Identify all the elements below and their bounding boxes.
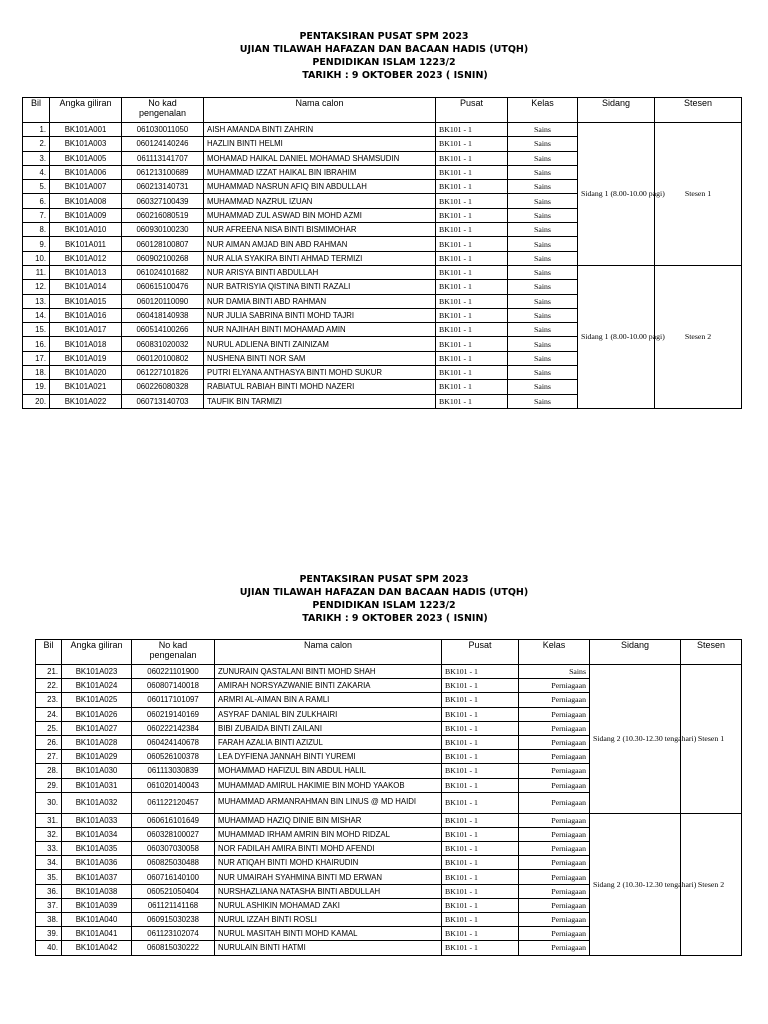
kelas-cell: Sains <box>508 351 578 365</box>
kelas-cell: Perniagaan <box>519 856 590 870</box>
table-header-row <box>36 640 742 665</box>
angka-giliran-cell: BK101A007 <box>50 180 122 194</box>
pusat-cell: BK101 - 1 <box>436 265 508 279</box>
nama-calon-cell: NUSHENA BINTI NOR SAM <box>204 351 436 365</box>
no-kad-cell: 060128100807 <box>122 237 204 251</box>
nama-calon-cell: NUR DAMIA BINTI ABD RAHMAN <box>204 294 436 308</box>
nama-calon-cell: FARAH AZALIA BINTI AZIZUL <box>215 735 442 749</box>
nama-calon-cell: ASYRAF DANIAL BIN ZULKHAIRI <box>215 707 442 721</box>
angka-giliran-cell: BK101A009 <box>50 208 122 222</box>
no-kad-cell: 061020140043 <box>132 778 215 792</box>
kelas-cell: Perniagaan <box>519 792 590 813</box>
candidate-table <box>35 639 742 956</box>
nama-calon-cell: AISH AMANDA BINTI ZAHRIN <box>204 123 436 137</box>
bil-cell: 12. <box>23 280 50 294</box>
pusat-cell: BK101 - 1 <box>442 941 519 955</box>
nama-calon-cell: NUR NAJIHAH BINTI MOHAMAD AMIN <box>204 323 436 337</box>
bil-cell: 24. <box>36 707 62 721</box>
pusat-cell: BK101 - 1 <box>436 337 508 351</box>
pusat-cell: BK101 - 1 <box>442 792 519 813</box>
angka-giliran-cell: BK101A032 <box>62 792 132 813</box>
angka-giliran-cell: BK101A033 <box>62 813 132 827</box>
pusat-cell: BK101 - 1 <box>442 665 519 679</box>
kelas-cell: Perniagaan <box>519 750 590 764</box>
kelas-cell: Perniagaan <box>519 927 590 941</box>
no-kad-cell: 061123102074 <box>132 927 215 941</box>
section-heading <box>0 30 768 82</box>
pusat-cell: BK101 - 1 <box>442 827 519 841</box>
kelas-cell: Perniagaan <box>519 707 590 721</box>
angka-giliran-cell: BK101A010 <box>50 223 122 237</box>
bil-cell: 15. <box>23 323 50 337</box>
pusat-cell: BK101 - 1 <box>442 870 519 884</box>
angka-giliran-cell: BK101A031 <box>62 778 132 792</box>
no-kad-cell: 061113141707 <box>122 151 204 165</box>
stesen-header: Stesen <box>681 640 742 665</box>
kelas-cell: Sains <box>508 151 578 165</box>
no-kad-cell: 060213140731 <box>122 180 204 194</box>
schedule-section-1 <box>0 30 768 406</box>
angka-giliran-cell: BK101A026 <box>62 707 132 721</box>
angka-giliran-cell: BK101A038 <box>62 884 132 898</box>
nama-calon-cell: MUHAMMAD IRHAM AMRIN BIN MOHD RIDZAL <box>215 827 442 841</box>
pusat-cell: BK101 - 1 <box>442 898 519 912</box>
pusat-cell: BK101 - 1 <box>442 813 519 827</box>
pusat-cell: BK101 - 1 <box>436 394 508 408</box>
sidang-header: Sidang <box>578 98 655 123</box>
angka-giliran-cell: BK101A028 <box>62 735 132 749</box>
bil-cell: 6. <box>23 194 50 208</box>
nama-calon-cell: LEA DYFIENA JANNAH BINTI YUREMI <box>215 750 442 764</box>
no-kad-cell: 060825030488 <box>132 856 215 870</box>
nama-calon-cell: NUR ARISYA BINTI ABDULLAH <box>204 265 436 279</box>
kelas-cell: Perniagaan <box>519 778 590 792</box>
angka-giliran-cell: BK101A030 <box>62 764 132 778</box>
no-kad-cell: 061113030839 <box>132 764 215 778</box>
no-kad-cell: 061024101682 <box>122 265 204 279</box>
pusat-cell: BK101 - 1 <box>442 927 519 941</box>
heading-line-3: PENDIDIKAN ISLAM 1223/2 <box>312 57 456 68</box>
bil-cell: 21. <box>36 665 62 679</box>
kelas-cell: Perniagaan <box>519 693 590 707</box>
angka-giliran-cell: BK101A034 <box>62 827 132 841</box>
no-kad-cell: 061213100689 <box>122 165 204 179</box>
bil-cell: 35. <box>36 870 62 884</box>
pusat-cell: BK101 - 1 <box>436 223 508 237</box>
table-row <box>23 265 742 279</box>
section-heading <box>0 573 768 625</box>
nama-calon-cell: NURULAIN BINTI HATMI <box>215 941 442 955</box>
pusat-cell: BK101 - 1 <box>436 208 508 222</box>
angka-giliran-header: Angka giliran <box>50 98 122 123</box>
table-row <box>36 665 742 679</box>
no-kad-cell: 060216080519 <box>122 208 204 222</box>
bil-cell: 30. <box>36 792 62 813</box>
no-kad-cell: 061121141168 <box>132 898 215 912</box>
no-kad-cell: 060120110090 <box>122 294 204 308</box>
angka-giliran-cell: BK101A039 <box>62 898 132 912</box>
pusat-cell: BK101 - 1 <box>442 778 519 792</box>
kelas-cell: Sains <box>508 337 578 351</box>
kelas-cell: Sains <box>508 294 578 308</box>
bil-cell: 1. <box>23 123 50 137</box>
kelas-cell: Sains <box>508 180 578 194</box>
kelas-cell: Perniagaan <box>519 827 590 841</box>
bil-cell: 14. <box>23 308 50 322</box>
angka-giliran-cell: BK101A020 <box>50 366 122 380</box>
bil-cell: 26. <box>36 735 62 749</box>
bil-cell: 31. <box>36 813 62 827</box>
nama-calon-header: Nama calon <box>204 98 436 123</box>
no-kad-cell: 060124140246 <box>122 137 204 151</box>
no-kad-cell: 060307030058 <box>132 842 215 856</box>
bil-header: Bil <box>36 640 62 665</box>
nama-calon-cell: RABIATUL RABIAH BINTI MOHD NAZERI <box>204 380 436 394</box>
angka-giliran-cell: BK101A006 <box>50 165 122 179</box>
bil-cell: 18. <box>23 366 50 380</box>
heading-line-1: PENTAKSIRAN PUSAT SPM 2023 <box>299 574 469 585</box>
pusat-cell: BK101 - 1 <box>436 280 508 294</box>
bil-cell: 17. <box>23 351 50 365</box>
no-kad-cell: 061227101826 <box>122 366 204 380</box>
stesen-cell: Stesen 1 <box>681 665 742 814</box>
schedule-section-2 <box>0 573 768 953</box>
angka-giliran-cell: BK101A019 <box>50 351 122 365</box>
bil-cell: 28. <box>36 764 62 778</box>
kelas-cell: Perniagaan <box>519 721 590 735</box>
angka-giliran-cell: BK101A003 <box>50 137 122 151</box>
kelas-cell: Sains <box>508 208 578 222</box>
nama-calon-cell: NUR UMAIRAH SYAHMINA BINTI MD ERWAN <box>215 870 442 884</box>
pusat-cell: BK101 - 1 <box>436 123 508 137</box>
bil-header: Bil <box>23 98 50 123</box>
bil-cell: 8. <box>23 223 50 237</box>
pusat-cell: BK101 - 1 <box>436 180 508 194</box>
sidang-cell: Sidang 1 (8.00-10.00 pagi) <box>578 123 655 266</box>
kelas-cell: Sains <box>508 237 578 251</box>
nama-calon-cell: NURUL ADLIENA BINTI ZAINIZAM <box>204 337 436 351</box>
nama-calon-cell: TAUFIK BIN TARMIZI <box>204 394 436 408</box>
nama-calon-cell: BIBI ZUBAIDA BINTI ZAILANI <box>215 721 442 735</box>
pusat-cell: BK101 - 1 <box>436 137 508 151</box>
bil-cell: 34. <box>36 856 62 870</box>
no-kad-header: No kad pengenalan <box>122 98 204 123</box>
pusat-cell: BK101 - 1 <box>436 366 508 380</box>
bil-cell: 22. <box>36 679 62 693</box>
pusat-cell: BK101 - 1 <box>442 913 519 927</box>
nama-calon-cell: NURUL ASHIKIN MOHAMAD ZAKI <box>215 898 442 912</box>
no-kad-cell: 060807140018 <box>132 679 215 693</box>
no-kad-cell: 060226080328 <box>122 380 204 394</box>
no-kad-cell: 060219140169 <box>132 707 215 721</box>
bil-cell: 19. <box>23 380 50 394</box>
no-kad-cell: 060526100378 <box>132 750 215 764</box>
nama-calon-cell: AMIRAH NORSYAZWANIE BINTI ZAKARIA <box>215 679 442 693</box>
pusat-cell: BK101 - 1 <box>436 308 508 322</box>
no-kad-cell: 060902100268 <box>122 251 204 265</box>
no-kad-cell: 060615100476 <box>122 280 204 294</box>
table-header-row <box>23 98 742 123</box>
angka-giliran-cell: BK101A011 <box>50 237 122 251</box>
angka-giliran-cell: BK101A027 <box>62 721 132 735</box>
nama-calon-cell: NURSHAZLIANA NATASHA BINTI ABDULLAH <box>215 884 442 898</box>
angka-giliran-cell: BK101A014 <box>50 280 122 294</box>
no-kad-cell: 060716140100 <box>132 870 215 884</box>
nama-calon-cell: MOHAMMAD HAFIZUL BIN ABDUL HALIL <box>215 764 442 778</box>
bil-cell: 40. <box>36 941 62 955</box>
heading-line-4: TARIKH : 9 OKTOBER 2023 ( ISNIN) <box>302 613 488 624</box>
nama-calon-cell: NUR ATIQAH BINTI MOHD KHAIRUDIN <box>215 856 442 870</box>
kelas-cell: Sains <box>508 380 578 394</box>
angka-giliran-cell: BK101A017 <box>50 323 122 337</box>
nama-calon-cell: MUHAMMAD NASRUN AFIQ BIN ABDULLAH <box>204 180 436 194</box>
heading-line-3: PENDIDIKAN ISLAM 1223/2 <box>312 600 456 611</box>
bil-cell: 16. <box>23 337 50 351</box>
heading-line-1: PENTAKSIRAN PUSAT SPM 2023 <box>299 31 469 42</box>
no-kad-cell: 060328100027 <box>132 827 215 841</box>
no-kad-cell: 060616101649 <box>132 813 215 827</box>
pusat-cell: BK101 - 1 <box>436 151 508 165</box>
bil-cell: 39. <box>36 927 62 941</box>
bil-cell: 4. <box>23 165 50 179</box>
angka-giliran-cell: BK101A023 <box>62 665 132 679</box>
pusat-cell: BK101 - 1 <box>442 884 519 898</box>
no-kad-cell: 060327100439 <box>122 194 204 208</box>
candidate-table <box>22 97 742 409</box>
stesen-header: Stesen <box>655 98 742 123</box>
heading-line-2: UJIAN TILAWAH HAFAZAN DAN BACAAN HADIS (UTQH) <box>239 587 529 598</box>
table-row <box>36 813 742 827</box>
sidang-header: Sidang <box>590 640 681 665</box>
kelas-cell: Perniagaan <box>519 913 590 927</box>
bil-cell: 36. <box>36 884 62 898</box>
kelas-cell: Sains <box>508 366 578 380</box>
no-kad-cell: 060915030238 <box>132 913 215 927</box>
bil-cell: 25. <box>36 721 62 735</box>
angka-giliran-cell: BK101A041 <box>62 927 132 941</box>
stesen-cell: Stesen 1 <box>655 123 742 266</box>
kelas-cell: Sains <box>508 308 578 322</box>
angka-giliran-cell: BK101A005 <box>50 151 122 165</box>
bil-cell: 7. <box>23 208 50 222</box>
bil-cell: 38. <box>36 913 62 927</box>
pusat-cell: BK101 - 1 <box>436 165 508 179</box>
stesen-cell: Stesen 2 <box>655 265 742 408</box>
nama-calon-cell: NUR ALIA SYAKIRA BINTI AHMAD TERMIZI <box>204 251 436 265</box>
bil-cell: 10. <box>23 251 50 265</box>
nama-calon-cell: NOR FADILAH AMIRA BINTI MOHD AFENDI <box>215 842 442 856</box>
no-kad-cell: 060514100266 <box>122 323 204 337</box>
sidang-cell: Sidang 1 (8.00-10.00 pagi) <box>578 265 655 408</box>
kelas-cell: Sains <box>508 123 578 137</box>
angka-giliran-header: Angka giliran <box>62 640 132 665</box>
angka-giliran-cell: BK101A024 <box>62 679 132 693</box>
pusat-cell: BK101 - 1 <box>442 856 519 870</box>
angka-giliran-cell: BK101A042 <box>62 941 132 955</box>
table-row <box>23 123 742 137</box>
kelas-cell: Perniagaan <box>519 679 590 693</box>
bil-cell: 5. <box>23 180 50 194</box>
kelas-cell: Perniagaan <box>519 884 590 898</box>
nama-calon-cell: MUHAMMAD ARMANRAHMAN BIN LINUS @ MD HAIDI <box>215 792 442 813</box>
pusat-cell: BK101 - 1 <box>442 750 519 764</box>
no-kad-cell: 061122120457 <box>132 792 215 813</box>
pusat-cell: BK101 - 1 <box>442 693 519 707</box>
angka-giliran-cell: BK101A037 <box>62 870 132 884</box>
sidang-cell: Sidang 2 (10.30-12.30 tengahari) <box>590 813 681 955</box>
no-kad-cell: 060713140703 <box>122 394 204 408</box>
kelas-cell: Sains <box>508 165 578 179</box>
bil-cell: 2. <box>23 137 50 151</box>
pusat-cell: BK101 - 1 <box>442 707 519 721</box>
pusat-cell: BK101 - 1 <box>436 194 508 208</box>
nama-calon-cell: HAZLIN BINTI HELMI <box>204 137 436 151</box>
no-kad-cell: 060418140938 <box>122 308 204 322</box>
kelas-cell: Perniagaan <box>519 870 590 884</box>
nama-calon-cell: MUHAMMAD IZZAT HAIKAL BIN IBRAHIM <box>204 165 436 179</box>
no-kad-header: No kad pengenalan <box>132 640 215 665</box>
angka-giliran-cell: BK101A040 <box>62 913 132 927</box>
pusat-cell: BK101 - 1 <box>436 237 508 251</box>
angka-giliran-cell: BK101A035 <box>62 842 132 856</box>
stesen-cell: Stesen 2 <box>681 813 742 955</box>
kelas-cell: Perniagaan <box>519 941 590 955</box>
nama-calon-cell: NUR BATRISYIA QISTINA BINTI RAZALI <box>204 280 436 294</box>
pusat-cell: BK101 - 1 <box>442 679 519 693</box>
no-kad-cell: 060831020032 <box>122 337 204 351</box>
bil-cell: 9. <box>23 237 50 251</box>
no-kad-cell: 060424140678 <box>132 735 215 749</box>
nama-calon-cell: PUTRI ELYANA ANTHASYA BINTI MOHD SUKUR <box>204 366 436 380</box>
no-kad-cell: 060815030222 <box>132 941 215 955</box>
nama-calon-cell: NURUL MASITAH BINTI MOHD KAMAL <box>215 927 442 941</box>
no-kad-cell: 060117101097 <box>132 693 215 707</box>
pusat-cell: BK101 - 1 <box>436 323 508 337</box>
pusat-cell: BK101 - 1 <box>436 380 508 394</box>
bil-cell: 27. <box>36 750 62 764</box>
pusat-cell: BK101 - 1 <box>442 735 519 749</box>
no-kad-cell: 060221101900 <box>132 665 215 679</box>
kelas-cell: Sains <box>508 323 578 337</box>
pusat-header: Pusat <box>436 98 508 123</box>
nama-calon-cell: NUR JULIA SABRINA BINTI MOHD TAJRI <box>204 308 436 322</box>
pusat-cell: BK101 - 1 <box>436 351 508 365</box>
nama-calon-cell: NUR AFREENA NISA BINTI BISMIMOHAR <box>204 223 436 237</box>
angka-giliran-cell: BK101A015 <box>50 294 122 308</box>
angka-giliran-cell: BK101A021 <box>50 380 122 394</box>
bil-cell: 11. <box>23 265 50 279</box>
bil-cell: 32. <box>36 827 62 841</box>
kelas-cell: Sains <box>508 223 578 237</box>
nama-calon-header: Nama calon <box>215 640 442 665</box>
bil-cell: 23. <box>36 693 62 707</box>
kelas-cell: Perniagaan <box>519 842 590 856</box>
kelas-cell: Sains <box>519 665 590 679</box>
no-kad-cell: 060930100230 <box>122 223 204 237</box>
kelas-cell: Perniagaan <box>519 898 590 912</box>
kelas-cell: Perniagaan <box>519 735 590 749</box>
no-kad-cell: 060521050404 <box>132 884 215 898</box>
bil-cell: 20. <box>23 394 50 408</box>
angka-giliran-cell: BK101A025 <box>62 693 132 707</box>
angka-giliran-cell: BK101A018 <box>50 337 122 351</box>
no-kad-cell: 060120100802 <box>122 351 204 365</box>
nama-calon-cell: NURUL IZZAH BINTI ROSLI <box>215 913 442 927</box>
nama-calon-cell: ARMRI AL-AIMAN BIN A RAMLI <box>215 693 442 707</box>
pusat-cell: BK101 - 1 <box>442 764 519 778</box>
pusat-cell: BK101 - 1 <box>436 294 508 308</box>
bil-cell: 3. <box>23 151 50 165</box>
kelas-cell: Sains <box>508 265 578 279</box>
kelas-cell: Sains <box>508 194 578 208</box>
heading-line-2: UJIAN TILAWAH HAFAZAN DAN BACAAN HADIS (UTQH) <box>239 44 529 55</box>
angka-giliran-cell: BK101A029 <box>62 750 132 764</box>
pusat-cell: BK101 - 1 <box>442 842 519 856</box>
bil-cell: 13. <box>23 294 50 308</box>
kelas-cell: Perniagaan <box>519 764 590 778</box>
pusat-cell: BK101 - 1 <box>442 721 519 735</box>
kelas-cell: Sains <box>508 251 578 265</box>
bil-cell: 37. <box>36 898 62 912</box>
no-kad-cell: 060222142384 <box>132 721 215 735</box>
nama-calon-cell: MUHAMMAD HAZIQ DINIE BIN MISHAR <box>215 813 442 827</box>
nama-calon-cell: NUR AIMAN AMJAD BIN ABD RAHMAN <box>204 237 436 251</box>
angka-giliran-cell: BK101A022 <box>50 394 122 408</box>
kelas-cell: Sains <box>508 394 578 408</box>
angka-giliran-cell: BK101A036 <box>62 856 132 870</box>
angka-giliran-cell: BK101A008 <box>50 194 122 208</box>
angka-giliran-cell: BK101A016 <box>50 308 122 322</box>
kelas-cell: Perniagaan <box>519 813 590 827</box>
nama-calon-cell: MUHAMMAD NAZRUL IZUAN <box>204 194 436 208</box>
bil-cell: 33. <box>36 842 62 856</box>
bil-cell: 29. <box>36 778 62 792</box>
nama-calon-cell: ZUNURAIN QASTALANI BINTI MOHD SHAH <box>215 665 442 679</box>
nama-calon-cell: MUHAMMAD AMIRUL HAKIMIE BIN MOHD YAAKOB <box>215 778 442 792</box>
heading-line-4: TARIKH : 9 OKTOBER 2023 ( ISNIN) <box>302 70 488 81</box>
kelas-cell: Sains <box>508 137 578 151</box>
nama-calon-cell: MOHAMAD HAIKAL DANIEL MOHAMAD SHAMSUDIN <box>204 151 436 165</box>
pusat-cell: BK101 - 1 <box>436 251 508 265</box>
nama-calon-cell: MUHAMMAD ZUL ASWAD BIN MOHD AZMI <box>204 208 436 222</box>
kelas-header: Kelas <box>508 98 578 123</box>
angka-giliran-cell: BK101A012 <box>50 251 122 265</box>
kelas-cell: Sains <box>508 280 578 294</box>
angka-giliran-cell: BK101A001 <box>50 123 122 137</box>
pusat-header: Pusat <box>442 640 519 665</box>
angka-giliran-cell: BK101A013 <box>50 265 122 279</box>
no-kad-cell: 061030011050 <box>122 123 204 137</box>
kelas-header: Kelas <box>519 640 590 665</box>
sidang-cell: Sidang 2 (10.30-12.30 tengahari) <box>590 665 681 814</box>
